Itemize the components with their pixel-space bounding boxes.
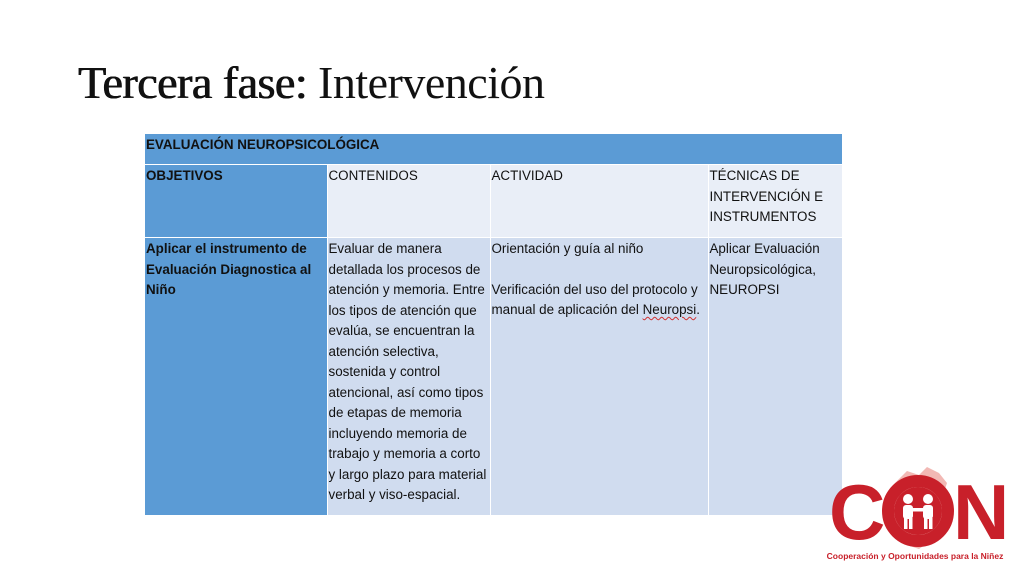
actividad-line-1: Orientación y guía al niño xyxy=(491,241,644,256)
con-logo-graphic xyxy=(815,465,1015,551)
table-header-cell: EVALUACIÓN NEUROPSICOLÓGICA xyxy=(145,134,842,165)
column-header-objetivos: OBJETIVOS xyxy=(145,165,327,238)
actividad-line-2-suffix: . xyxy=(696,302,700,317)
table-header-row xyxy=(145,134,842,165)
slide-title-bold: Tercera fase: xyxy=(78,57,308,108)
cell-objetivo: Aplicar el instrumento de Evaluación Diagnostica al Niño xyxy=(145,238,327,516)
table-row xyxy=(145,238,842,516)
column-header-contenidos: CONTENIDOS xyxy=(327,165,490,238)
cell-contenido: Evaluar de manera detallada los procesos de atención y memoria. Entre los tipos de atención que evalúa, se encuentran la atención selectiva, sostenida y control atencional, así como tipos de etapas de memoria incluyendo memoria de trabajo y memoria a corto y largo plazo para material verbal y viso-espacial. xyxy=(327,238,490,516)
logo-caption: Cooperación y Oportunidades para la Niñez xyxy=(826,551,1004,561)
actividad-line-2-word: Neuropsi xyxy=(642,302,697,317)
cell-actividad xyxy=(490,238,708,516)
cell-tecnica: Aplicar Evaluación Neuropsicológica, NEUROPSI xyxy=(708,238,842,516)
slide-title xyxy=(78,56,544,109)
slide-title-regular: Intervención xyxy=(318,57,545,108)
column-header-tecnicas: TÉCNICAS DE INTERVENCIÓN E INSTRUMENTOS xyxy=(708,165,842,238)
column-headers-row xyxy=(145,165,842,238)
column-header-actividad: ACTIVIDAD xyxy=(490,165,708,238)
evaluation-table xyxy=(145,134,842,516)
actividad-line-2-prefix: Verificación del uso del protocolo y manual de aplicación del xyxy=(491,281,698,317)
logo-letter-n: N xyxy=(953,468,1010,551)
con-logo xyxy=(815,465,1015,573)
logo-letter-c: C xyxy=(829,468,886,551)
